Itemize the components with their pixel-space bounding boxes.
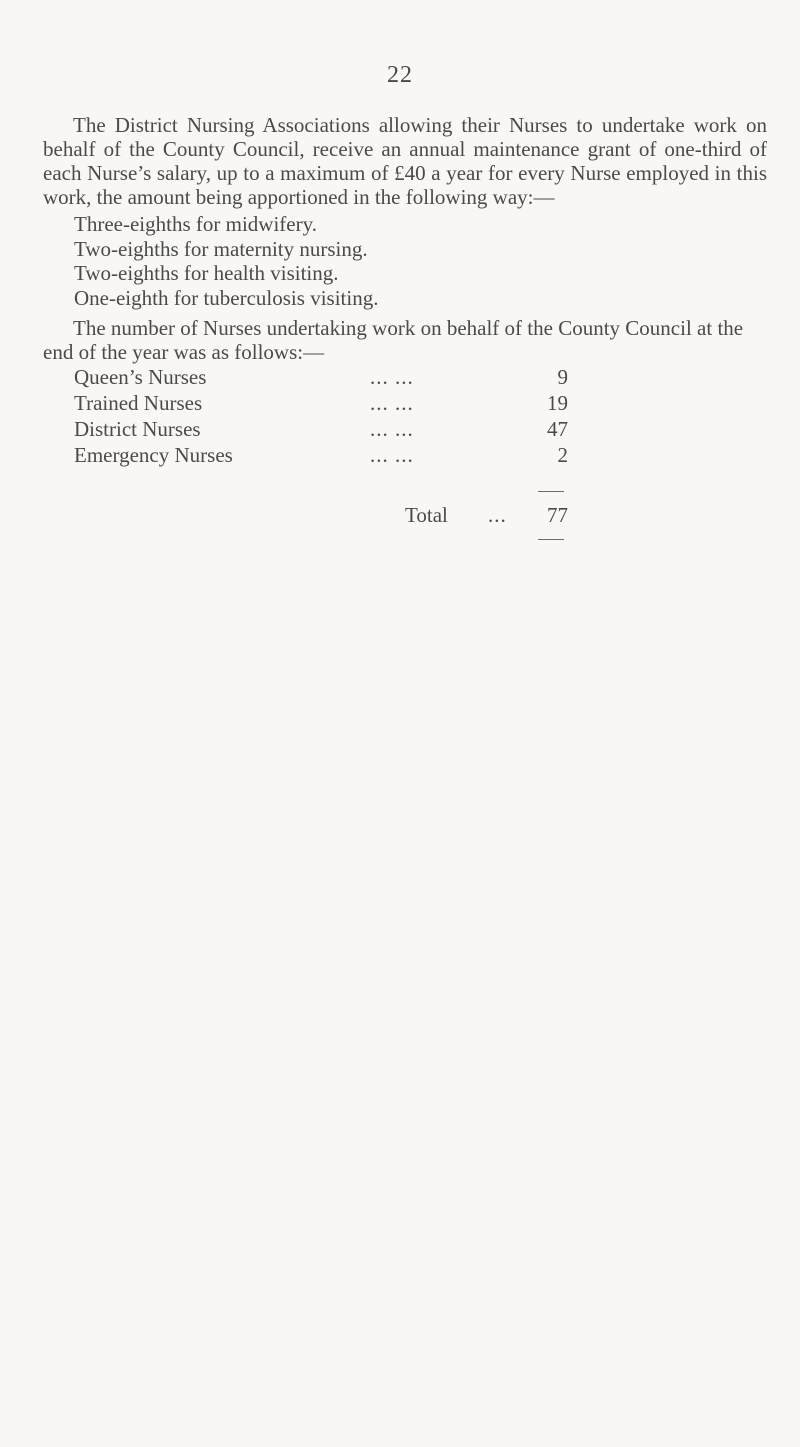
table-row xyxy=(74,365,574,391)
row-value: 2 xyxy=(557,443,568,467)
sum-rule-top xyxy=(538,491,564,492)
leader-dots: ... ... xyxy=(370,365,414,389)
row-value: 47 xyxy=(547,417,568,441)
nurses-count-paragraph: The number of Nurses undertaking work on behalf of the County Council at the end of the year was as follows:— xyxy=(43,316,744,364)
total-value: 77 xyxy=(547,503,568,527)
row-label: Queen’s Nurses xyxy=(74,365,207,389)
row-value: 19 xyxy=(547,391,568,415)
leader-dots: ... ... xyxy=(370,391,414,415)
intro-paragraph: The District Nursing Associations allowing their Nurses to undertake work on behalf of the County Council, receive an annual maintenance grant of one-third of each Nurse’s salary, up to a maximum of £40 a year for every Nurse employed in this work, the amount being apportioned in the following way:— xyxy=(43,113,767,209)
table-row xyxy=(74,417,574,443)
apportionment-list xyxy=(74,212,378,310)
row-value: 9 xyxy=(557,365,568,389)
apportionment-item: Two-eighths for health visiting. xyxy=(74,261,339,285)
total-row xyxy=(74,503,574,529)
apportionment-item: One-eighth for tuberculosis visiting. xyxy=(74,285,379,310)
apportionment-item: Three-eighths for midwifery. xyxy=(74,212,317,236)
leader-dots: ... ... xyxy=(370,417,414,441)
table-row xyxy=(74,443,574,469)
table-row xyxy=(74,391,574,417)
sum-rule-bottom xyxy=(538,539,564,540)
row-label: Emergency Nurses xyxy=(74,443,233,467)
page-number: 22 xyxy=(387,62,413,88)
row-label: Trained Nurses xyxy=(74,391,203,415)
row-label: District Nurses xyxy=(74,417,201,441)
total-label: Total xyxy=(405,503,448,527)
leader-dots: ... xyxy=(488,503,507,527)
nurses-table xyxy=(74,365,574,527)
apportionment-item: Two-eighths for maternity nursing. xyxy=(74,236,368,261)
leader-dots: ... ... xyxy=(370,443,414,467)
